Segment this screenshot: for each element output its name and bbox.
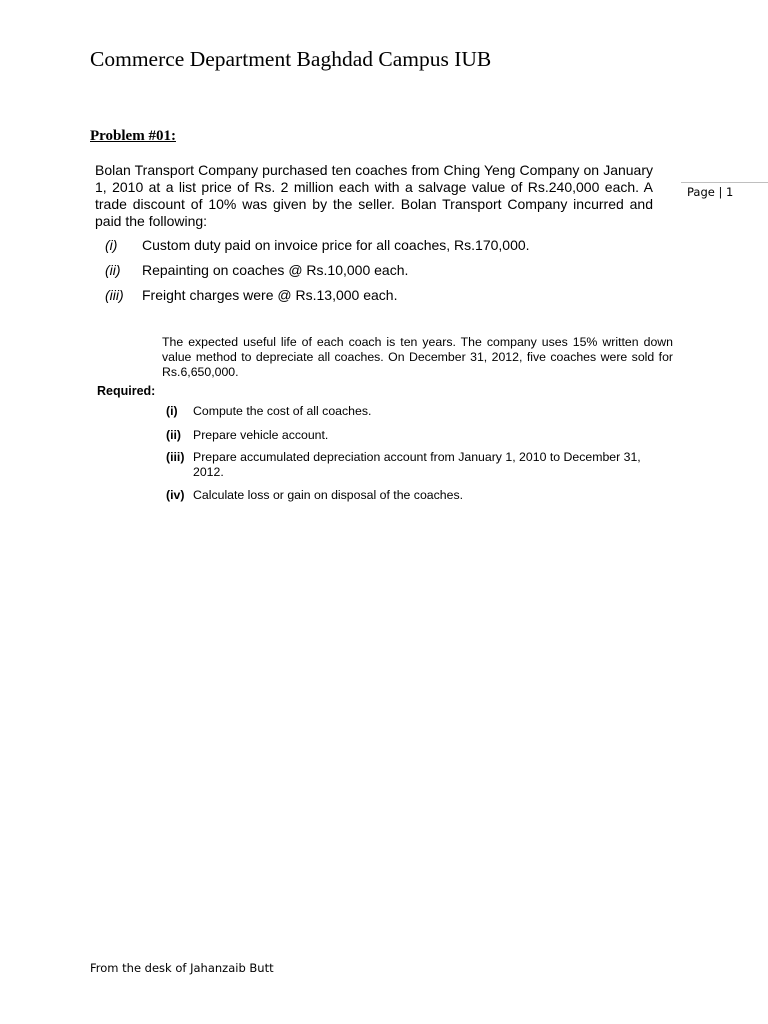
cost-list-item — [105, 287, 397, 304]
cost-list-item — [105, 237, 530, 254]
cost-item-number: (i) — [105, 237, 118, 253]
required-item-number: (i) — [166, 404, 178, 418]
footer-text: From the desk of Jahanzaib Butt — [90, 961, 274, 975]
useful-life-paragraph: The expected useful life of each coach is ten years. The company uses 15% written down value method to depreciate all coaches. On December 31, 2012, five coaches were sold for Rs.6,650,000. — [162, 335, 673, 379]
required-list-item — [166, 404, 674, 419]
page-number: Page | 1 — [687, 185, 734, 199]
required-heading: Required: — [97, 384, 156, 398]
page-number-divider — [681, 182, 768, 183]
required-list-item — [166, 428, 674, 443]
required-item-text: Compute the cost of all coaches. — [193, 404, 372, 418]
required-list-item — [166, 450, 674, 480]
required-item-text: Calculate loss or gain on disposal of the coaches. — [193, 488, 464, 502]
cost-list-item — [105, 262, 408, 279]
required-item-number: (ii) — [166, 428, 182, 442]
required-item-number: (iv) — [166, 488, 185, 502]
cost-item-number: (iii) — [105, 287, 124, 303]
cost-item-text: Custom duty paid on invoice price for all coaches, Rs.170,000. — [142, 237, 530, 253]
cost-item-text: Freight charges were @ Rs.13,000 each. — [142, 287, 398, 303]
cost-item-text: Repainting on coaches @ Rs.10,000 each. — [142, 262, 409, 278]
problem-heading: Problem #01: — [90, 128, 176, 144]
cost-item-number: (ii) — [105, 262, 121, 278]
page-title: Commerce Department Baghdad Campus IUB — [90, 47, 492, 71]
problem-intro-paragraph: Bolan Transport Company purchased ten coaches from Ching Yeng Company on January 1, 2010 at a list price of Rs. 2 million each with a salvage value of Rs.240,000 each. A trade discount of 10% was given by the seller. Bolan Transport Company incurred and paid the following: — [95, 162, 653, 229]
required-item-text: Prepare vehicle account. — [193, 428, 329, 442]
required-item-text: Prepare accumulated depreciation account from January 1, 2010 to December 31, 2012. — [193, 450, 641, 479]
required-list-item — [166, 488, 674, 503]
required-item-number: (iii) — [166, 450, 185, 464]
